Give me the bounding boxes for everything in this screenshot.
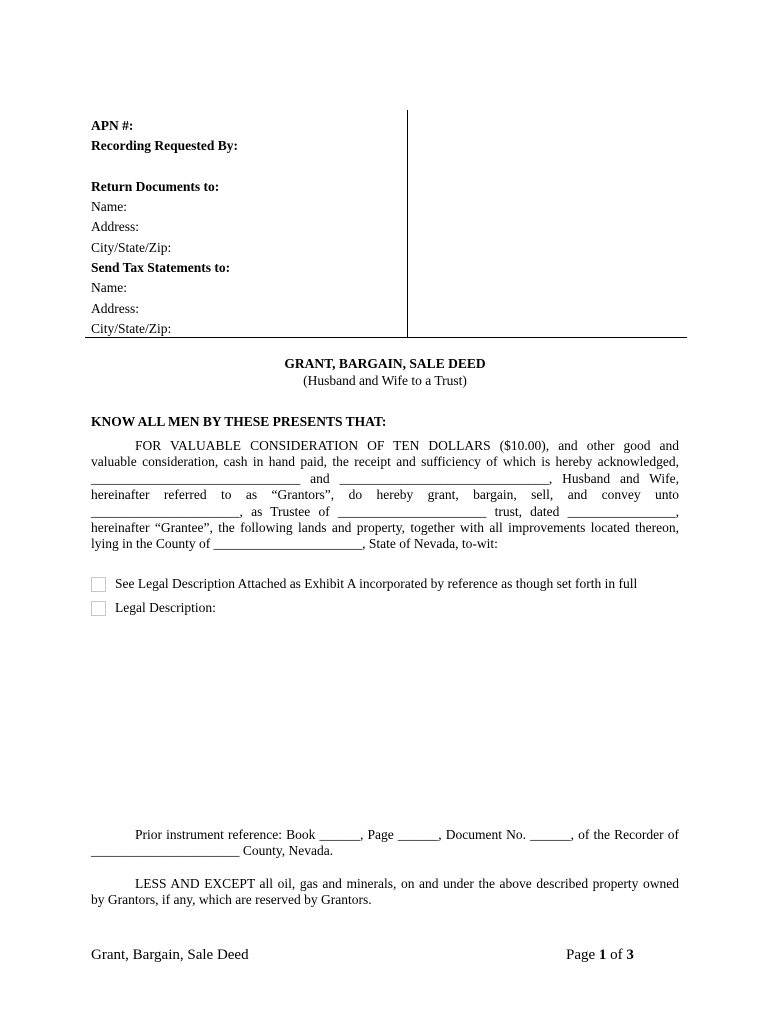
county-line: lying in the County of ______________________, State of Nevada, to-wit: bbox=[91, 536, 498, 552]
footer-document-title: Grant, Bargain, Sale Deed bbox=[91, 947, 249, 963]
exhibit-a-label: See Legal Description Attached as Exhibit A incorporated by reference as though set forth in full bbox=[115, 576, 638, 591]
deed-subtitle: (Husband and Wife to a Trust) bbox=[303, 373, 467, 388]
recording-info bbox=[91, 116, 406, 339]
grantor-names-line: _______________________________ and _______________________________, Husband and Wife, bbox=[91, 470, 679, 486]
paragraph-line: Prior instrument reference: Book ______, Page ______, Document No. ______, of the Recorder of bbox=[135, 827, 679, 842]
paragraph-line: ______________________ County, Nevada. bbox=[91, 843, 334, 859]
trustee-line: ______________________, as Trustee of ______________________ trust, dated ________________, bbox=[91, 503, 679, 519]
header-divider-vertical bbox=[407, 110, 408, 338]
apn-label: APN #: bbox=[91, 118, 134, 133]
paragraph-line: LESS AND EXCEPT all oil, gas and minerals, on and under the above described property owned bbox=[135, 876, 679, 891]
paragraph-line: by Grantors, if any, which are reserved by Grantors. bbox=[91, 892, 372, 908]
tax-city-label: City/State/Zip: bbox=[91, 320, 172, 336]
return-address-label: Address: bbox=[91, 219, 139, 235]
send-tax-statements-label: Send Tax Statements to: bbox=[91, 260, 231, 276]
page-of: of bbox=[610, 947, 623, 963]
exhibit-a-option[interactable] bbox=[91, 576, 637, 592]
consideration-paragraph bbox=[91, 438, 679, 553]
tax-address-label: Address: bbox=[91, 300, 139, 316]
return-documents-label: Return Documents to: bbox=[91, 178, 220, 194]
paragraph-line: valuable consideration, cash in hand paid, the receipt and sufficiency of which is hereby acknowledged, bbox=[91, 454, 679, 470]
legal-description-label: Legal Description: bbox=[115, 600, 216, 615]
return-city-label: City/State/Zip: bbox=[91, 239, 172, 255]
page-total: 3 bbox=[626, 947, 634, 963]
prior-instrument-paragraph bbox=[91, 827, 679, 860]
paragraph-line: hereinafter referred to as “Grantors”, do hereby grant, bargain, sell, and convey unto bbox=[91, 487, 679, 503]
legal-description-checkbox[interactable] bbox=[91, 601, 106, 616]
recording-requested-by-label: Recording Requested By: bbox=[91, 138, 238, 154]
footer-page-number bbox=[566, 947, 634, 964]
legal-description-option[interactable] bbox=[91, 600, 216, 616]
paragraph-line: hereinafter “Grantee”, the following lands and property, together with all improvements located thereon, bbox=[91, 520, 679, 536]
tax-name-label: Name: bbox=[91, 280, 127, 296]
deed-title: GRANT, BARGAIN, SALE DEED bbox=[284, 356, 486, 371]
exhibit-a-checkbox[interactable] bbox=[91, 577, 106, 592]
page-prefix: Page bbox=[566, 947, 596, 963]
page-current: 1 bbox=[598, 947, 607, 963]
know-all-men-heading: KNOW ALL MEN BY THESE PRESENTS THAT: bbox=[91, 414, 387, 429]
less-and-except-paragraph bbox=[91, 876, 679, 909]
header-divider-horizontal bbox=[85, 337, 687, 338]
paragraph-line: FOR VALUABLE CONSIDERATION OF TEN DOLLARS ($10.00), and other good and bbox=[135, 438, 679, 453]
recording-header-box bbox=[85, 110, 687, 338]
blank-line bbox=[91, 157, 406, 177]
return-name-label: Name: bbox=[91, 199, 127, 215]
